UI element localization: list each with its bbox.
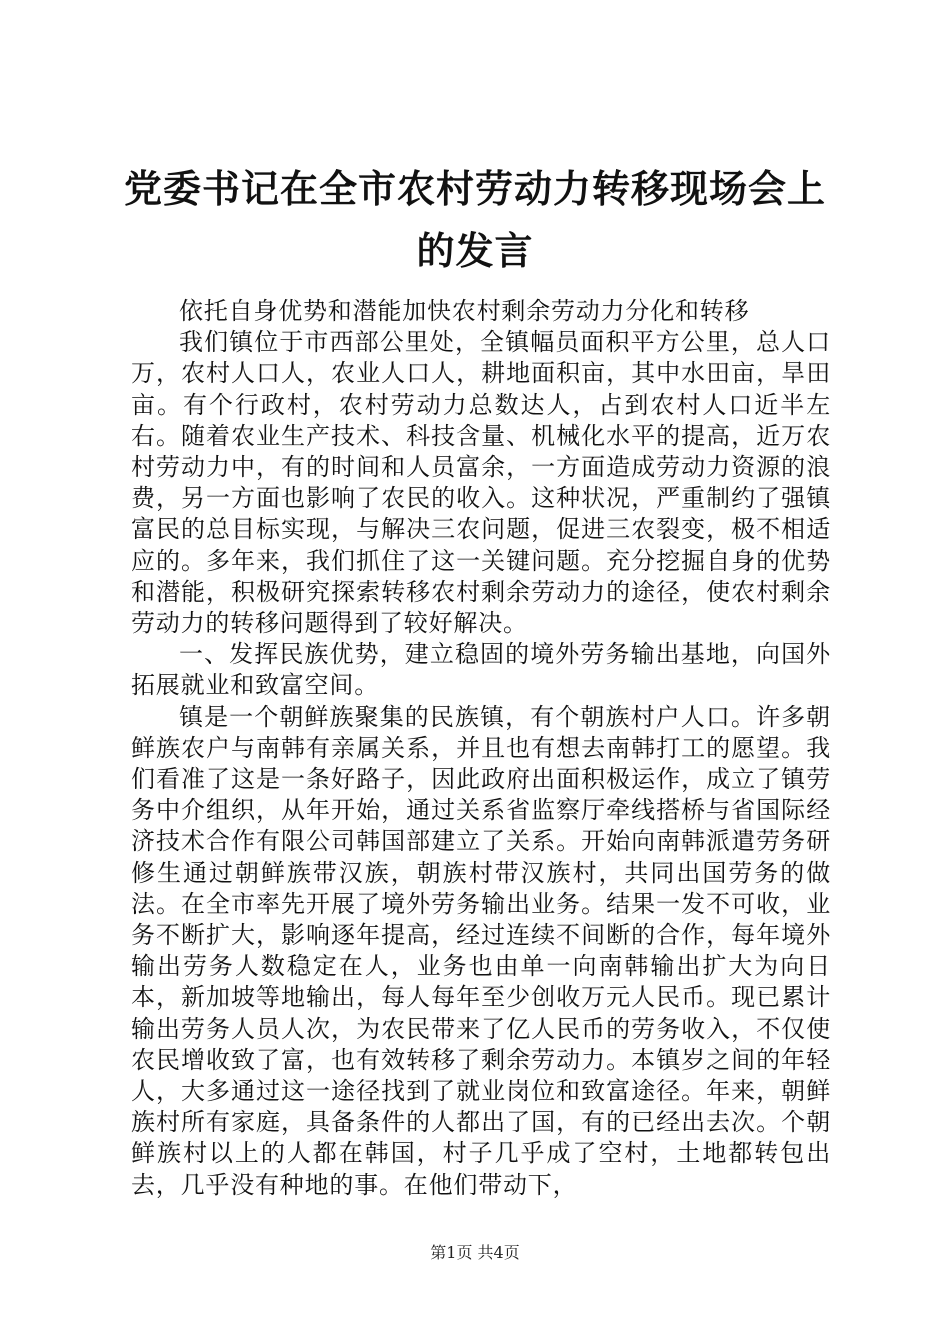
page-footer: 第1页 共4页 (430, 1243, 520, 1262)
body-paragraph: 我们镇位于市西部公里处，全镇幅员面积平方公里，总人口万，农村人口人，农业人口人，耕地面积亩，其中水田亩，旱田亩。有个行政村，农村劳动力总数达人，占到农村人口近半左右。随着农业生产技术、科技含量、机械化水平的提高，近万农村劳动力中，有的时间和人员富余，一方面造成劳动力资源的浪费，另一方面也影响了农民的收入。这种状况，严重制约了强镇富民的总目标实现，与解决三农问题，促进三农裂变，极不相适应的。多年来，我们抓住了这一关键问题。充分挖掘自身的优势和潜能，积极研究探索转移农村剩余劳动力的途径，使农村剩余劳动力的转移问题得到了较好解决。 (131, 328, 831, 638)
body-paragraph: 镇是一个朝鲜族聚集的民族镇，有个朝族村户人口。许多朝鲜族农户与南韩有亲属关系，并且也有想去南韩打工的愿望。我们看准了这是一条好路子，因此政府出面积极运作，成立了镇劳务中介组织，从年开始，通过关系省监察厅牵线搭桥与省国际经济技术合作有限公司韩国部建立了关系。开始向南韩派遣劳务研修生通过朝鲜族带汉族，朝族村带汉族村，共同出国劳务的做法。在全市率先开展了境外劳务输出业务。结果一发不可收，业务不断扩大，影响逐年提高，经过连续不间断的合作，每年境外输出劳务人数稳定在人，业务也由单一向南韩输出扩大为向日本，新加坡等地输出，每人每年至少创收万元人民币。现已累计输出劳务人员人次，为农民带来了亿人民币的劳务收入，不仅使农民增收致了富，也有效转移了剩余劳动力。本镇岁之间的年轻人，大多通过这一途径找到了就业岗位和致富途径。年来，朝鲜族村所有家庭，具备条件的人都出了国，有的已经出去次。个朝鲜族村以上的人都在韩国，村子几乎成了空村，土地都转包出去，几乎没有种地的事。在他们带动下， (131, 702, 831, 1199)
document-title: 党委书记在全市农村劳动力转移现场会上的发言 (123, 167, 826, 273)
document-body (131, 296, 831, 1201)
section-subtitle: 依托自身优势和潜能加快农村剩余劳动力分化和转移 (179, 297, 750, 325)
section-heading: 一、发挥民族优势，建立稳固的境外劳务输出基地，向国外拓展就业和致富空间。 (131, 640, 831, 700)
